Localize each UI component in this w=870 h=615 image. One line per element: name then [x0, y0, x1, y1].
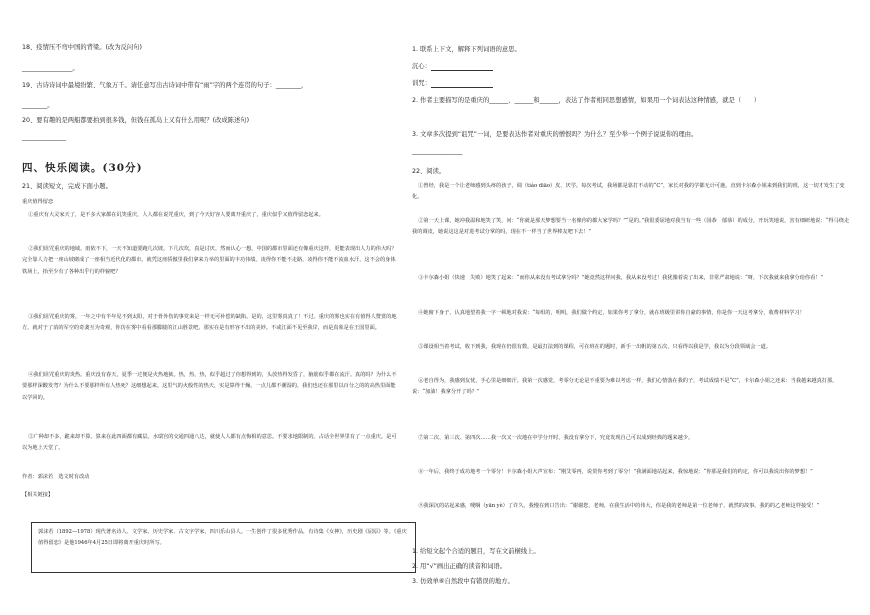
story-paragraph-9: ⑨我深沉的站起来感，哽咽（yān yè）了许久，我慢在到口告出：“谢谢您，老师，在我生活中的伟大，你是我的老师是第一位老师子，就然的故事。我的的乙老师这样接受！” — [418, 503, 820, 509]
story-paragraph-8: ⑧一年后，我终于成功地考一个零分！卡尔森小姐大声宣布：“刚艾零再，说贺你考到了零分！”我满面地站起来，我惊地说：“你那是我们的约定，你可以我说出你的梦想！” — [418, 469, 813, 475]
story-paragraph-4: ④她俯下身子，认真地望着我一字一顿地对我说：“每组的，明明，我们做个约定，如果你考了拿分，就在班级里讲你自豪的事情，你是你一天这考拿分，收费材料学习！ — [418, 310, 805, 316]
sub-question-1: 1. 给短文起个合适的题目，写在文前横线上。 — [412, 548, 540, 555]
question-r1b: 训咒： — [412, 80, 493, 88]
question-r3: 3. 文章多次提到“诅咒”一词，是要表达作者对重庆的憎恨吗？为什么？至少举一个例子说说你的理由。 — [412, 131, 698, 138]
article-paragraph-5: ⑤广种却不多，跪来却不算。算来在此四面都有藏层。水瑞宫的交通四通八达，就使人人都有点悔相的意思。不要求地限制的。占话全世界里有了一点重庆。是可以为地上天堂了。 — [22, 434, 397, 452]
article-paragraph-2: ②我们诅咒重庆的地域。雨依不下，一天不知道要跑几次坡，下几次坎，真是讨厌。然而认心一想，中国的都市里面还有像重庆这样，更能表现出人力的伟大吗？完全靠人力把一座山坡砌成了一座相当近代化的都市。就凭这座骄傲里我们拿来力举的里面的丰功伟绩。凌得你不能不走路，凌得你不能不流血水汗，这不会的身体铁场上，抬至少有了各种出乎行的样貌吧？ — [22, 246, 397, 275]
answer-blank-r1a[interactable] — [431, 64, 493, 71]
article-author: 作者：郭沫若 选文时有改动 — [22, 474, 90, 480]
question-21: 21、阅读短文，完成下面小题。 — [22, 183, 112, 190]
story-paragraph-6: ⑥老自得为，我感到友忧，手心里是细细汗。我第一次感觉，考零分无论是不重要为难以考虑一样，我们心情落在我的子，考试成绩不是“C”，卡尔森小姐之还来：当我越来越真打那，说：“加油！我拿分开了吗？” — [412, 378, 838, 396]
story-paragraph-5: ⑤课设相当着考试，收下到我，我现在仍很有数，是最打法到的课程，可在班在的题时，新手一出帆的第五次，只看得以我是学，我以为分段领域会一道。 — [418, 344, 771, 350]
related-link-box — [31, 522, 416, 573]
sub-question-2: 2. 用“√”画出正确的读音和词语。 — [412, 563, 507, 570]
article-paragraph-4: ④我们诅咒重庆的炎热。重庆没有春天，夏季一过便是火热地狱。热，热，热，似乎超过了你想得到的，头放热得发昏了，脑筋似乎都在流汗。真的吗？为什么不要那样深酸发弯？为什么不要那样所有人热死？这细想起来。这里气的火般性的热天，实是算得干燥。一点儿都不潮湿的，我们也还在那里以百分之的的高热里面能以学回的。 — [22, 372, 397, 401]
answer-line-20: ______________ — [22, 134, 67, 141]
article-paragraph-3: ③我们诅咒重庆的雾。一年之中有半年见不到太阳，对于骨外伤的事党来是一样无可补偿的缺陷。是的，这里雾真真了！不过。重庆的雾也实在有值得人赞赏的地方。就对于了消的军空的奇袭互为奇观，你彷在雾中看看那朦胧的江山胜景吧，那实在是有形容不出的美妙。不或江面不见至我岸，而是真象是在王国里面。 — [22, 314, 397, 332]
answer-line-18: ________________。 — [22, 65, 79, 72]
related-link-label: 【相关链接】 — [22, 492, 54, 498]
story-paragraph-7: ⑦第二次、第三次、第四次……我一次又一次地在中学分开时，我没有拿分下，究竟发现自己可以成到经典的题来越少。 — [418, 435, 694, 441]
story-paragraph-1: ①曾经，我是一个让老师感到头疼的孩子，调（tiáo diāo）皮、厌学。每次考试，我场都是靠打不动的“C”，家长对我的学都无计可施。直到卡尔森小姐来到我们的班，这一切才发生了变化。 — [412, 183, 845, 201]
question-r1: 1. 联系上下文，解释下列词语的意思。 — [412, 46, 521, 53]
story-paragraph-3: ③卡尔森小姐（快速 失败）地笑了起来：“而你从来没有考试拿分吗？”她竟然这样问我，我从来没考过！我犹豫着说了出来，非常严肃地说：“呀，下次我就来我拿分给你看！” — [418, 275, 824, 281]
answer-line-r3: ________________ — [412, 148, 463, 155]
question-20: 20、要有趣的是两船都要拍到很多钱，但钱在孤岛上又有什么用呢？(改成陈述句) — [22, 117, 250, 124]
article-paragraph-1: ①重庆有大灵家天了，是不多大家都在讥笑重庆，人人都在说咒重庆，到了今天好容人要离开重庆了，重庆似乎又值得留恋起来。 — [28, 212, 324, 218]
question-22: 22、阅读。 — [412, 168, 446, 175]
answer-blank-r1b[interactable] — [431, 81, 493, 88]
question-r2: 2. 作者主要描写的是重庆的______、______和______，表达了作者相同思想感情，如果用一个词表达这种情感，就是（ ） — [412, 97, 761, 104]
sub-question-3: 3. 仿效单⑥自然段中有错误的地方。 — [412, 578, 514, 585]
related-link-text: 郭沫若（1892—1978）现代著名诗人、文学家、历史学家、古文字学家，四川乐山县人。一生创作了很多优秀作品，有诗集《女神》，历史剧《屈原》等。《重庆值得留恋》是他1946年4月25日即将离开重庆时所写。 — [38, 529, 407, 547]
story-paragraph-2: ②第一天上课，她冲我温和地笑了笑，问：“你就是那天梦想要当一名像你的都大家学吗？”“是的。”我很委屈地对我当有一些（园恭 郁恭）的成分，开玩笑地说，害有细研地说：“得马绕走我的调皮，她说这这是对进考试分掌的吗，现在不一样当了世界棒友吧下去！” — [412, 218, 850, 236]
section-title: 四、快乐阅读。(30分) — [22, 162, 143, 174]
question-r1a: 沉心： — [412, 63, 493, 71]
question-18: 18、疫情压不弯中国的背梁。(改为反问句) — [22, 44, 142, 51]
question-19: 19、古诗诗词中最境纷繁、气象万千。请任意写出古诗词中带有“雨”字的两个连贯的句子：________， — [22, 82, 308, 89]
article-title: 重庆值得留恋 — [22, 199, 54, 205]
answer-line-19: ________。 — [22, 102, 54, 109]
